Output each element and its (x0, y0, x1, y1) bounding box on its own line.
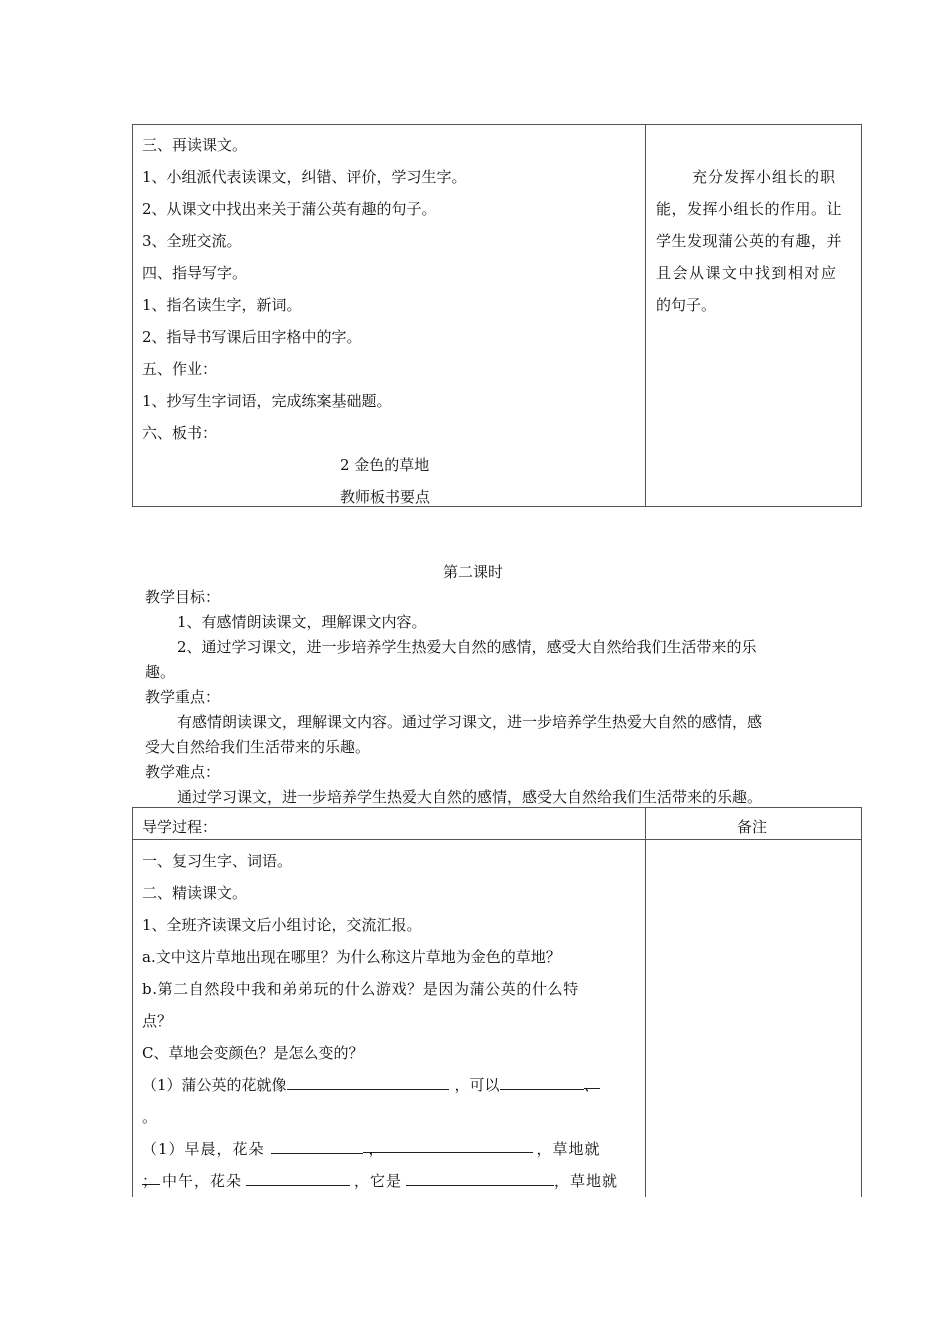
lesson2-title: 第二课时 (443, 563, 504, 581)
difficulty-label: 教学难点： (145, 763, 221, 781)
answer-blank[interactable] (583, 1074, 600, 1094)
goal-2: 2、通过学习课文，进一步培养学生热爱大自然的感情，感受大自然给我们生活带来的乐 (177, 638, 757, 656)
table2-line: 二、精读课文。 (142, 884, 248, 902)
board-subtitle: 教师板书要点 (340, 488, 431, 506)
table1-border-top (132, 124, 862, 125)
fill-text: 中午，花朵 (162, 1172, 243, 1190)
table1-line: 四、指导写字。 (142, 264, 248, 282)
table2-header-process: 导学过程： (142, 818, 218, 836)
key-text-cont: 受大自然给我们生活带来的乐趣。 (145, 738, 371, 756)
goal-2-cont: 趣。 (145, 663, 176, 681)
answer-blank[interactable] (406, 1171, 554, 1186)
table1-line: 1、抄写生字词语，完成练案基础题。 (142, 392, 392, 410)
table2-line: C、草地会变颜色？是怎么变的？ (142, 1044, 364, 1062)
table2-line: a.文中这片草地出现在哪里？为什么称这片草地为金色的草地？ (142, 948, 561, 966)
table2-header-notes: 备注 (737, 818, 768, 836)
goal-1: 1、有感情朗读课文，理解课文内容。 (177, 613, 427, 631)
note-line: 能，发挥小组长的作用。让 (656, 200, 843, 218)
fill-in-question (142, 1138, 601, 1159)
table2-border-left (132, 807, 133, 1197)
table2-line: 点？ (142, 1012, 173, 1030)
table1-divider (645, 124, 646, 507)
table1-border-left (132, 124, 133, 507)
fill-text: ，它是 (354, 1172, 403, 1190)
table1-line: 2、从课文中找出来关于蒲公英有趣的句子。 (142, 200, 437, 218)
goals-label: 教学目标： (145, 588, 221, 606)
table2-border-top (132, 807, 862, 808)
note-line: 充分发挥小组长的职 (692, 168, 837, 186)
table1-line: 3、全班交流。 (142, 232, 242, 250)
table2-border-right (861, 807, 862, 1197)
fill-in-question (142, 1170, 618, 1191)
key-text: 有感情朗读课文，理解课文内容。通过学习课文，进一步培养学生热爱大自然的感情，感 (177, 713, 763, 731)
table2-divider (645, 807, 646, 1197)
fill-text: ，可以 (454, 1076, 500, 1094)
answer-blank[interactable] (500, 1075, 584, 1090)
note-line: 学生发现蒲公英的有趣，并 (656, 232, 843, 250)
table2-line: 一、复习生字、词语。 (142, 852, 293, 870)
table1-border-right (861, 124, 862, 507)
note-line: 的句子。 (656, 296, 717, 314)
answer-blank[interactable] (271, 1139, 363, 1154)
fill-text: ，草地就 (554, 1172, 619, 1190)
answer-blank[interactable] (142, 1170, 160, 1190)
table2-header-rule (132, 839, 862, 840)
table1-line: 1、小组派代表读课文，纠错、评价，学习生字。 (142, 168, 467, 186)
fill-text: （1）早晨，花朵 (142, 1140, 265, 1158)
table1-line: 三、再读课文。 (142, 136, 248, 154)
table1-line: 1、指名读生字，新词。 (142, 296, 302, 314)
answer-blank[interactable] (246, 1171, 350, 1186)
fill-text: ； (142, 1172, 159, 1190)
difficulty-text: 通过学习课文，进一步培养学生热爱大自然的感情，感受大自然给我们生活带来的乐趣。 (177, 788, 763, 806)
note-line: 且会从课文中找到相对应 (656, 264, 838, 282)
answer-blank[interactable] (287, 1075, 449, 1090)
fill-end: 。 (142, 1108, 158, 1126)
key-label: 教学重点： (145, 688, 221, 706)
fill-text: （1）蒲公英的花就像 (142, 1076, 287, 1094)
answer-blank[interactable] (363, 1138, 533, 1158)
table2-line: 1、全班齐读课文后小组讨论，交流汇报。 (142, 916, 422, 934)
fill-text: ， (368, 1140, 385, 1158)
fill-in-question (142, 1074, 600, 1095)
table1-line: 六、板书： (142, 424, 218, 442)
table1-border-bottom (132, 506, 862, 507)
fill-text: ，草地就 (536, 1140, 601, 1158)
table1-line: 五、作业： (142, 360, 218, 378)
table2-line: b.第二自然段中我和弟弟玩的什么游戏？是因为蒲公英的什么特 (142, 980, 579, 998)
board-title: 2 金色的草地 (340, 456, 430, 474)
table1-line: 2、指导书写课后田字格中的字。 (142, 328, 362, 346)
fill-text: 、 (583, 1076, 599, 1094)
